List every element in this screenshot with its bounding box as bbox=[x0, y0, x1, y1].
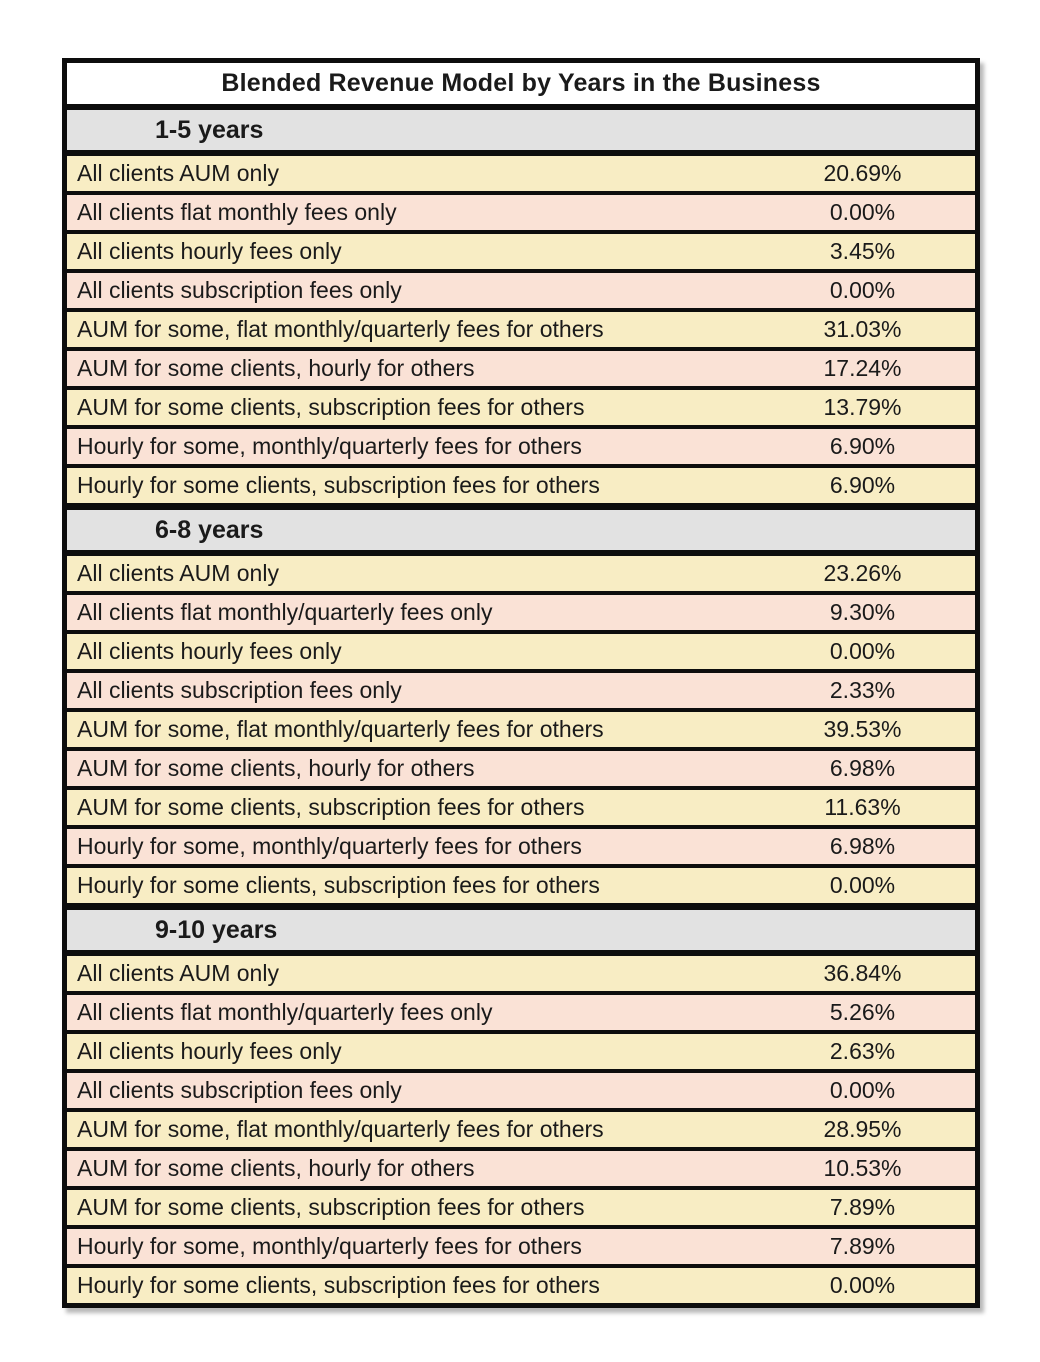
row-value: 20.69% bbox=[823, 160, 902, 186]
row-value: 0.00% bbox=[829, 1272, 896, 1298]
table-row bbox=[67, 156, 975, 191]
section-header: 6-8 years bbox=[67, 510, 975, 556]
row-value: 23.26% bbox=[823, 560, 902, 586]
row-label: Hourly for some clients, subscription fees for others bbox=[77, 472, 600, 498]
row-value: 0.00% bbox=[829, 277, 896, 303]
row-value: 0.00% bbox=[829, 1077, 896, 1103]
table-row bbox=[67, 591, 975, 630]
table-row bbox=[67, 308, 975, 347]
table-row bbox=[67, 991, 975, 1030]
row-value: 9.30% bbox=[829, 599, 896, 625]
sections bbox=[67, 110, 975, 1303]
row-value: 7.89% bbox=[829, 1233, 896, 1259]
row-value: 0.00% bbox=[829, 638, 896, 664]
row-label: All clients AUM only bbox=[77, 560, 279, 586]
row-label: All clients subscription fees only bbox=[77, 677, 402, 703]
blended-revenue-table bbox=[62, 58, 980, 1308]
row-label: AUM for some clients, hourly for others bbox=[77, 355, 475, 381]
row-value: 2.33% bbox=[829, 677, 896, 703]
table-row bbox=[67, 425, 975, 464]
row-value: 5.26% bbox=[829, 999, 896, 1025]
row-label: AUM for some clients, subscription fees for others bbox=[77, 394, 585, 420]
row-value: 7.89% bbox=[829, 1194, 896, 1220]
row-value: 6.90% bbox=[829, 472, 896, 498]
table-row bbox=[67, 1030, 975, 1069]
row-label: AUM for some, flat monthly/quarterly fees for others bbox=[77, 1116, 604, 1142]
table-row bbox=[67, 786, 975, 825]
row-label: Hourly for some, monthly/quarterly fees for others bbox=[77, 433, 582, 459]
section-header: 1-5 years bbox=[67, 110, 975, 156]
row-value: 17.24% bbox=[823, 355, 902, 381]
row-label: AUM for some clients, subscription fees for others bbox=[77, 794, 585, 820]
table-row bbox=[67, 1147, 975, 1186]
table-row bbox=[67, 269, 975, 308]
row-label: All clients hourly fees only bbox=[77, 638, 342, 664]
table-row bbox=[67, 1225, 975, 1264]
table-row bbox=[67, 556, 975, 591]
row-value: 0.00% bbox=[829, 199, 896, 225]
row-value: 6.98% bbox=[829, 755, 896, 781]
row-label: All clients AUM only bbox=[77, 960, 279, 986]
row-value: 28.95% bbox=[823, 1116, 902, 1142]
row-label: All clients flat monthly/quarterly fees only bbox=[77, 999, 493, 1025]
table-row bbox=[67, 825, 975, 864]
table-row bbox=[67, 1108, 975, 1147]
row-label: All clients flat monthly fees only bbox=[77, 199, 397, 225]
row-value: 3.45% bbox=[829, 238, 896, 264]
row-label: All clients hourly fees only bbox=[77, 1038, 342, 1064]
row-label: AUM for some, flat monthly/quarterly fees for others bbox=[77, 316, 604, 342]
row-label: Hourly for some clients, subscription fees for others bbox=[77, 1272, 600, 1298]
row-value: 31.03% bbox=[823, 316, 902, 342]
row-value: 6.90% bbox=[829, 433, 896, 459]
table-row bbox=[67, 669, 975, 708]
row-label: All clients subscription fees only bbox=[77, 1077, 402, 1103]
table-row bbox=[67, 347, 975, 386]
row-value: 10.53% bbox=[823, 1155, 902, 1181]
row-label: Hourly for some, monthly/quarterly fees for others bbox=[77, 833, 582, 859]
row-label: AUM for some clients, hourly for others bbox=[77, 1155, 475, 1181]
table-title: Blended Revenue Model by Years in the Business bbox=[67, 63, 975, 110]
table-row bbox=[67, 230, 975, 269]
table-row bbox=[67, 464, 975, 503]
table-row bbox=[67, 630, 975, 669]
row-value: 2.63% bbox=[829, 1038, 896, 1064]
row-value: 0.00% bbox=[829, 872, 896, 898]
row-label: All clients flat monthly/quarterly fees only bbox=[77, 599, 493, 625]
row-value: 39.53% bbox=[823, 716, 902, 742]
table-row bbox=[67, 1069, 975, 1108]
year-section bbox=[67, 503, 975, 903]
row-label: All clients AUM only bbox=[77, 160, 279, 186]
row-value: 36.84% bbox=[823, 960, 902, 986]
table-row bbox=[67, 708, 975, 747]
table-row bbox=[67, 956, 975, 991]
section-rows bbox=[67, 156, 975, 503]
table-row bbox=[67, 1264, 975, 1303]
row-label: Hourly for some, monthly/quarterly fees for others bbox=[77, 1233, 582, 1259]
table-row bbox=[67, 386, 975, 425]
row-value: 6.98% bbox=[829, 833, 896, 859]
table-row bbox=[67, 747, 975, 786]
table-row bbox=[67, 864, 975, 903]
row-label: All clients hourly fees only bbox=[77, 238, 342, 264]
year-section bbox=[67, 903, 975, 1303]
row-label: Hourly for some clients, subscription fees for others bbox=[77, 872, 600, 898]
row-label: AUM for some clients, subscription fees for others bbox=[77, 1194, 585, 1220]
row-label: All clients subscription fees only bbox=[77, 277, 402, 303]
table-row bbox=[67, 1186, 975, 1225]
table-row bbox=[67, 191, 975, 230]
row-value: 13.79% bbox=[823, 394, 902, 420]
section-rows bbox=[67, 556, 975, 903]
row-value: 11.63% bbox=[824, 794, 901, 820]
section-rows bbox=[67, 956, 975, 1303]
row-label: AUM for some, flat monthly/quarterly fees for others bbox=[77, 716, 604, 742]
section-header: 9-10 years bbox=[67, 910, 975, 956]
row-label: AUM for some clients, hourly for others bbox=[77, 755, 475, 781]
year-section bbox=[67, 110, 975, 503]
